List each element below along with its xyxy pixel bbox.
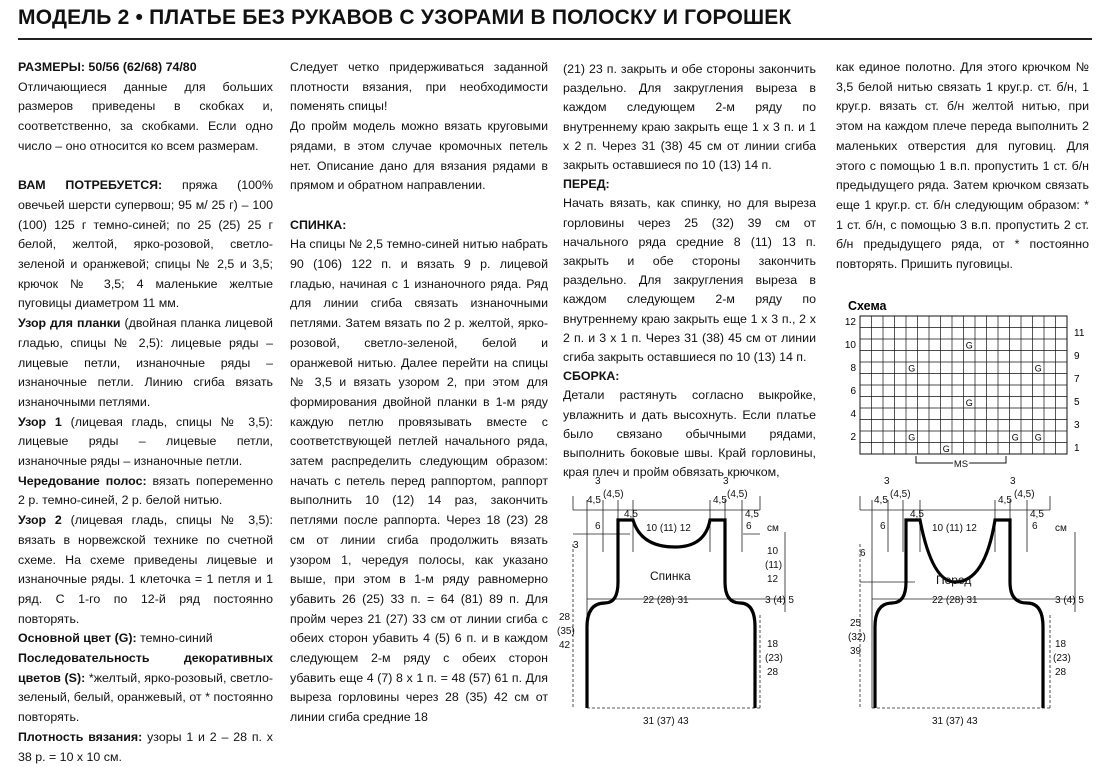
dim-label: 12 — [767, 574, 779, 585]
front-schematic — [840, 472, 1102, 734]
materials-text: пряжа (100% овечьей шерсти супервош; 95 м/ 25 г) – 100 (100) 125 г темно-синей; по 25 (25) 25 г белой, желтой, ярко-розовой, светло-зеленой и оранжевой; спицы № 2,5 и 3,5; крючок № 3,5; 4 маленькие желтые пуговицы диаметром 11 мм. — [18, 178, 273, 311]
back-continuation: (21) 23 п. закрыть и обе стороны закончить раздельно. Для закругления выреза в каждом следующем 2-м ряду по внутреннему краю закрыть еще 1 х 3 п. и 1 х 2 п. Через 31 (38) 45 см от линии сгиба закрыть оставшиеся по 10 (13) 14 п. — [563, 62, 816, 173]
unit-label: см — [767, 523, 779, 534]
dim-label: 4,5 — [998, 495, 1012, 506]
chart-symbol: G — [965, 340, 973, 351]
dim-label: (23) — [1053, 653, 1071, 664]
stripes-text: вязать попеременно 2 р. темно-синей, 2 р. белой нитью. — [18, 473, 273, 508]
dim-label: 3 — [595, 476, 601, 487]
dim-label: (32) — [848, 632, 866, 643]
dim-label: 39 — [850, 646, 862, 657]
pattern2-paragraph — [18, 511, 273, 629]
dim-label: 6 — [746, 521, 752, 532]
armhole-width-label: 22 (28) 31 — [932, 595, 978, 606]
dim-label: (4,5) — [1014, 489, 1035, 500]
dim-label: 4,5 — [874, 495, 888, 506]
dim-label: 3 — [723, 476, 729, 487]
dim-label: 3 (4) 5 — [765, 595, 794, 606]
stripes-paragraph — [18, 472, 273, 511]
row-number: 11 — [1074, 328, 1085, 339]
color-sequence-text: *желтый, ярко-розовый, светло-зеленый, белый, оранжевый, от * постоянно повторять. — [18, 670, 273, 725]
pattern1-text: (лицевая гладь, спицы № 3,5): лицевые ряды – лицевые петли, изнаночные ряды – изнаночные петли. — [18, 414, 273, 469]
color-sequence-paragraph — [18, 649, 273, 728]
materials-label: ВАМ ПОТРЕБУЕТСЯ: — [18, 178, 163, 193]
neck-width-label: 10 (11) 12 — [932, 523, 977, 534]
back-schematic — [555, 472, 805, 734]
dim-label: (23) — [765, 653, 783, 664]
page-title: МОДЕЛЬ 2 • ПЛАТЬЕ БЕЗ РУКАВОВ С УЗОРАМИ В ПОЛОСКУ И ГОРОШЕК — [18, 6, 792, 29]
title-divider — [18, 38, 1092, 40]
column-front — [563, 60, 816, 482]
dim-label: (11) — [765, 560, 783, 571]
dim-label: (4,5) — [727, 489, 748, 500]
piece-label: Перед — [936, 573, 972, 587]
intro-text-2: До пройм модель можно вязать круговыми рядами, в этом случае кромочных петель нет. Описание дано для вязания рядами в прямом и обратном направлении. — [290, 119, 548, 193]
chart-symbol: G — [1034, 363, 1042, 374]
dim-label: 28 — [1055, 667, 1067, 678]
plank-label: Узор для планки — [18, 316, 121, 331]
row-number: 9 — [1074, 351, 1080, 362]
main-color-paragraph — [18, 629, 273, 649]
dim-label: (4,5) — [890, 489, 911, 500]
row-number: 3 — [1074, 420, 1080, 431]
plank-pattern-paragraph — [18, 314, 273, 413]
density-label: Плотность вязания: — [18, 729, 143, 744]
main-color-label: Основной цвет (G): — [18, 631, 137, 646]
piece-label: Спинка — [650, 569, 691, 583]
stripes-label: Чередование полос: — [18, 473, 147, 488]
dim-label: 4,5 — [713, 495, 727, 506]
row-number: 1 — [1074, 443, 1080, 454]
column-materials — [18, 58, 273, 767]
column-finishing — [836, 58, 1089, 275]
materials-paragraph — [18, 176, 273, 314]
chart-left-row-numbers — [845, 317, 857, 443]
dim-label: 42 — [559, 640, 571, 651]
row-number: 2 — [850, 432, 856, 443]
chart-symbol: G — [965, 398, 973, 408]
sizes-text: Отличающиеся данные для больших размеров приведены в скобках и, соответственно, за скобками. Если одно число – оно относится ко всем размерам. — [18, 79, 273, 153]
bottom-width-label: 31 (37) 43 — [932, 716, 978, 727]
row-number: 7 — [1074, 374, 1080, 385]
chart-right-row-numbers — [1074, 328, 1085, 454]
front-text: Начать вязать, как спинку, но для выреза горловины через 25 (32) 39 см от начального ряда средние 8 (11) 13 п. закрыть и обе стороны закончить раздельно. Для закругления выреза в каждом следующем 2-м ряду по внутреннему краю закрыть еще 1 х 3 п., 2 х 2 п. и 3 х 1 п. Через 31 (38) 45 см от линии сгиба закрыть оставшиеся по 10 (13) 14 п. — [563, 196, 816, 365]
chart-symbol: G — [942, 444, 950, 454]
dim-label: 25 — [850, 618, 862, 629]
back-heading: СПИНКА: — [290, 217, 347, 232]
assembly-heading: СБОРКА: — [563, 369, 620, 384]
armhole-width-label: 22 (28) 31 — [643, 595, 689, 606]
dashed-guides — [860, 544, 1050, 708]
assembly-text: Детали растянуть согласно выкройке, увлажнить и дать высохнуть. Если платье было связано обычными рядами, выполнить боковые швы. Край горловины, края плеч и пройм обвязать крючком, — [563, 388, 816, 480]
dim-label: 18 — [1055, 639, 1067, 650]
row-number: 8 — [850, 363, 856, 374]
dim-label: 3 — [1010, 476, 1016, 487]
dim-label: 4,5 — [910, 509, 924, 520]
column-back — [290, 58, 548, 728]
dim-label: (4,5) — [603, 489, 624, 500]
dim-label: 4,5 — [624, 509, 638, 520]
row-number: 5 — [1074, 397, 1080, 408]
main-color-text: темно-синий — [140, 631, 213, 646]
dim-label: 18 — [767, 639, 779, 650]
dim-label: 6 — [880, 521, 886, 532]
dim-label: 10 — [767, 546, 779, 557]
row-number: 4 — [850, 409, 856, 420]
chart-symbol: G — [908, 363, 916, 374]
finishing-text: как единое полотно. Для этого крючком № 3,5 белой нитью связать 1 круг.р. ст. б/н, 1 круг.р. вязать ст. б/н желтой нитью, при этом на каждом плече переда выполнить 2 маленьких отверстия для пуговиц. Для этого с помощью 1 в.п. пропустить 1 ст. б/н предыдущего ряда. Затем крючком связать еще 1 круг.р. ст. б/н следующим образом: * 1 ст. б/н, с помощью 3 в.п. пропустить 2 ст. б/н предыдущего ряда, от * постоянно повторять. Пришить пуговицы. — [836, 60, 1089, 272]
density-paragraph — [18, 728, 273, 767]
dim-label: 4,5 — [745, 509, 759, 520]
pattern1-label: Узор 1 — [18, 414, 62, 429]
chart-symbol: G — [1034, 432, 1042, 443]
front-heading: ПЕРЕД: — [563, 177, 610, 192]
color-sequence-label: Последовательность декоративных цветов (S): — [18, 651, 273, 685]
row-number: 10 — [844, 340, 856, 351]
dim-label: (35) — [557, 626, 575, 637]
pattern1-paragraph — [18, 413, 273, 472]
repeat-label: MS — [953, 459, 969, 470]
density-text: узоры 1 и 2 – 28 п. х 38 р. = 10 х 10 см. — [18, 729, 273, 764]
back-outline — [587, 520, 755, 708]
chart-symbol: G — [1011, 432, 1019, 443]
sizes-heading: РАЗМЕРЫ: 50/56 (62/68) 74/80 — [18, 60, 197, 74]
knitting-chart — [830, 296, 1100, 471]
bottom-width-label: 31 (37) 43 — [643, 716, 689, 727]
chart-symbol: G — [908, 432, 916, 443]
intro-text: Следует четко придерживаться заданной плотности вязания, при необходимости поменять спицы! — [290, 60, 548, 114]
row-number: 12 — [844, 317, 856, 328]
dim-label: 4,5 — [1030, 509, 1044, 520]
neck-width-label: 10 (11) 12 — [646, 523, 691, 534]
dim-label: 28 — [559, 612, 571, 623]
back-text: На спицы № 2,5 темно-синей нитью набрать 90 (106) 122 п. и вязать 9 р. лицевой гладью, начиная с 1 изнаночного ряда. Ряд для линии сгиба связать изнаночными петлями. Затем вязать по 2 р. желтой, ярко-розовой, светло-зеленой, белой и оранжевой нитью. Далее перейти на спицы № 3,5 и вязать узором 2, при этом для формирования двойной планки в 1-м ряду каждую петлю провязывать вместе с соответствующей петлей начального ряда, затем распределить следующим образом: начать с петель перед раппортом, раппорт выполнить 10 (12) 14 раз, закончить петлями после раппорта. Через 18 (23) 28 см от линии сгиба продолжить вязать узором 1, чередуя полосы, как указано выше, при этом в 1-м ряду равномерно убавить 26 (25) 33 п. = 64 (81) 89 п. Для пройм через 21 (27) 33 см от линии сгиба с обеих сторон убавить 4 (5) 6 п. и в каждом следующем 2-м ряду с обеих сторон убавить еще 4 (7) 8 х 1 п. = 48 (57) 61 п. Для выреза горловины через 28 (35) 42 см от линии сгиба средние 18 — [290, 237, 548, 725]
dim-label: 3 — [884, 476, 890, 487]
dim-label: 3 — [573, 540, 579, 551]
pattern2-label: Узор 2 — [18, 513, 62, 528]
plank-text: (двойная планка лицевой гладью, спицы № 2,5): лицевые ряды – лицевые петли, изнаночные ряды – изнаночные петли. Линию сгиба вязать изнаночными петлями. — [18, 316, 273, 409]
dim-label: 6 — [1032, 521, 1038, 532]
dim-label: 6 — [595, 521, 601, 532]
dim-label: 3 (4) 5 — [1055, 595, 1084, 606]
dim-label: 6 — [860, 548, 866, 559]
row-number: 6 — [850, 386, 856, 397]
pattern2-text: (лицевая гладь, спицы № 3,5): вязать в норвежской технике по счетной схеме. На схеме приведены лицевые и изнаночные ряды. 1 клеточка = 1 петля и 1 ряд. С 1-го по 12-й ряд постоянно повторять. — [18, 513, 273, 626]
front-outline — [875, 520, 1043, 708]
dim-label: 4,5 — [587, 495, 601, 506]
dim-label: 28 — [767, 667, 779, 678]
unit-label: см — [1055, 523, 1067, 534]
chart-label: Схема — [848, 299, 887, 313]
